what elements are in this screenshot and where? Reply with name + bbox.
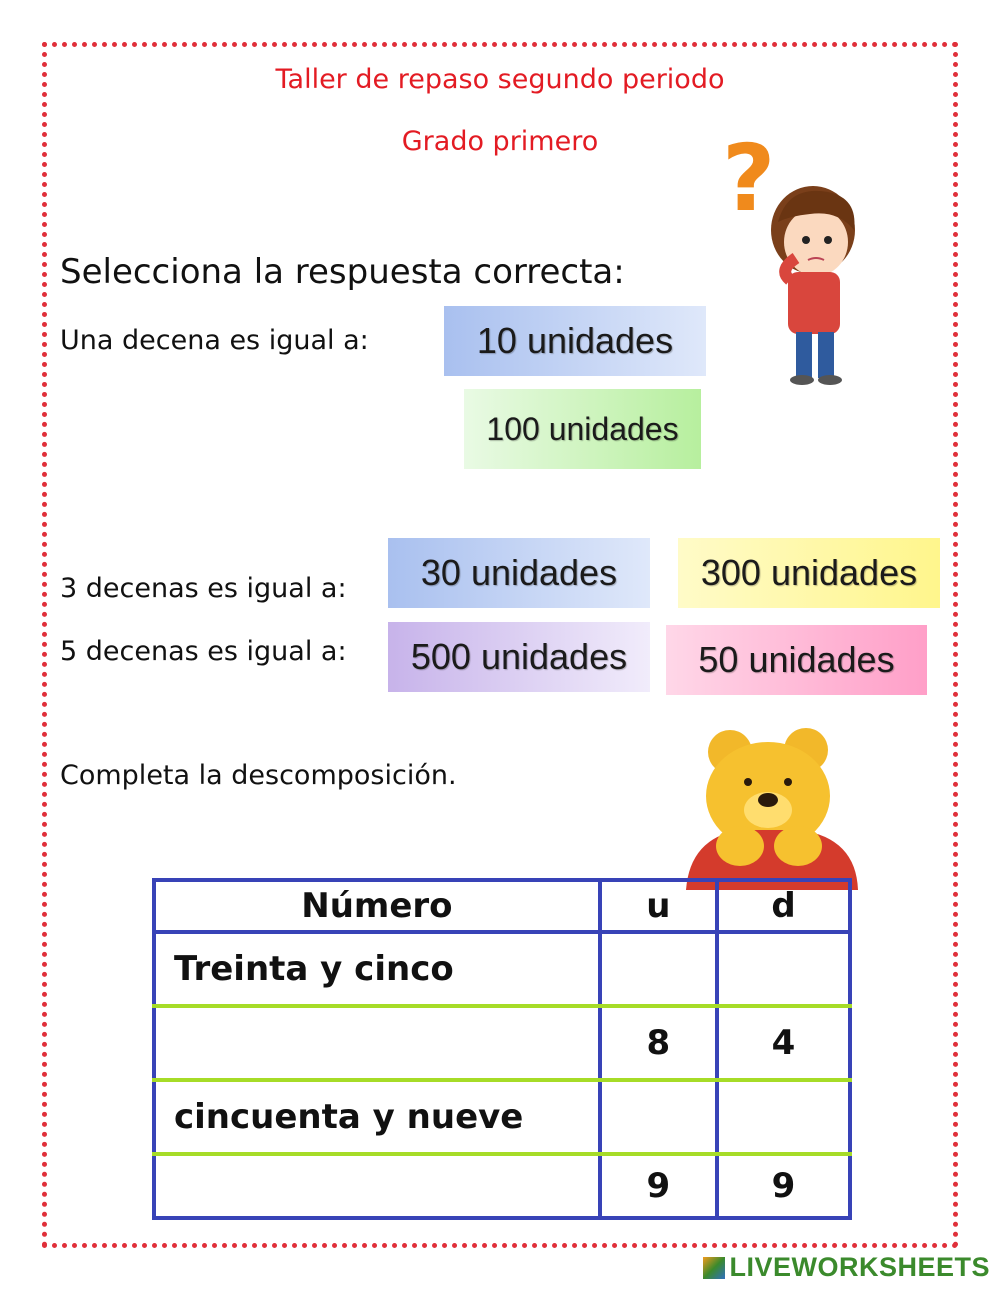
header-tens: d bbox=[717, 880, 850, 932]
question-1-text: Una decena es igual a: bbox=[60, 325, 369, 356]
option-50-unidades[interactable]: 50 unidades bbox=[666, 625, 927, 695]
decomposition-table bbox=[152, 878, 852, 1220]
option-30-unidades[interactable]: 30 unidades bbox=[388, 538, 650, 608]
liveworksheets-logo bbox=[703, 1252, 990, 1283]
worksheet-subtitle: Grado primero bbox=[401, 126, 599, 157]
table-row bbox=[154, 1154, 850, 1218]
question-2-text: 3 decenas es igual a: bbox=[60, 573, 347, 604]
table-row bbox=[154, 932, 850, 1006]
option-500-unidades[interactable]: 500 unidades bbox=[388, 622, 650, 692]
number-cell: Treinta y cinco bbox=[154, 932, 600, 1006]
tens-answer-cell[interactable] bbox=[717, 932, 850, 1006]
number-answer-cell[interactable] bbox=[154, 1154, 600, 1218]
logo-text: LIVEWORKSHEETS bbox=[729, 1252, 990, 1282]
units-answer-cell[interactable] bbox=[600, 1080, 717, 1154]
section2-instruction: Completa la descomposición. bbox=[60, 760, 457, 791]
bear-illustration bbox=[680, 726, 862, 890]
svg-text:?: ? bbox=[722, 130, 776, 232]
section1-instruction: Selecciona la respuesta correcta: bbox=[60, 252, 625, 292]
header-numero: Número bbox=[154, 880, 600, 932]
table-header-row bbox=[154, 880, 850, 932]
units-cell: 8 bbox=[600, 1006, 717, 1080]
units-cell: 9 bbox=[600, 1154, 717, 1218]
number-cell: cincuenta y nueve bbox=[154, 1080, 600, 1154]
table-row bbox=[154, 1080, 850, 1154]
thinking-boy-illustration bbox=[718, 130, 868, 388]
worksheet-title: Taller de repaso segundo periodo bbox=[275, 64, 725, 95]
units-answer-cell[interactable] bbox=[600, 932, 717, 1006]
number-answer-cell[interactable] bbox=[154, 1006, 600, 1080]
tens-cell: 4 bbox=[717, 1006, 850, 1080]
tens-answer-cell[interactable] bbox=[717, 1080, 850, 1154]
table-row bbox=[154, 1006, 850, 1080]
header-units: u bbox=[600, 880, 717, 932]
tens-cell: 9 bbox=[717, 1154, 850, 1218]
option-300-unidades[interactable]: 300 unidades bbox=[678, 538, 940, 608]
logo-mark-icon bbox=[703, 1257, 725, 1279]
question-3-text: 5 decenas es igual a: bbox=[60, 636, 347, 667]
option-10-unidades[interactable]: 10 unidades bbox=[444, 306, 706, 376]
option-100-unidades[interactable]: 100 unidades bbox=[464, 389, 701, 469]
